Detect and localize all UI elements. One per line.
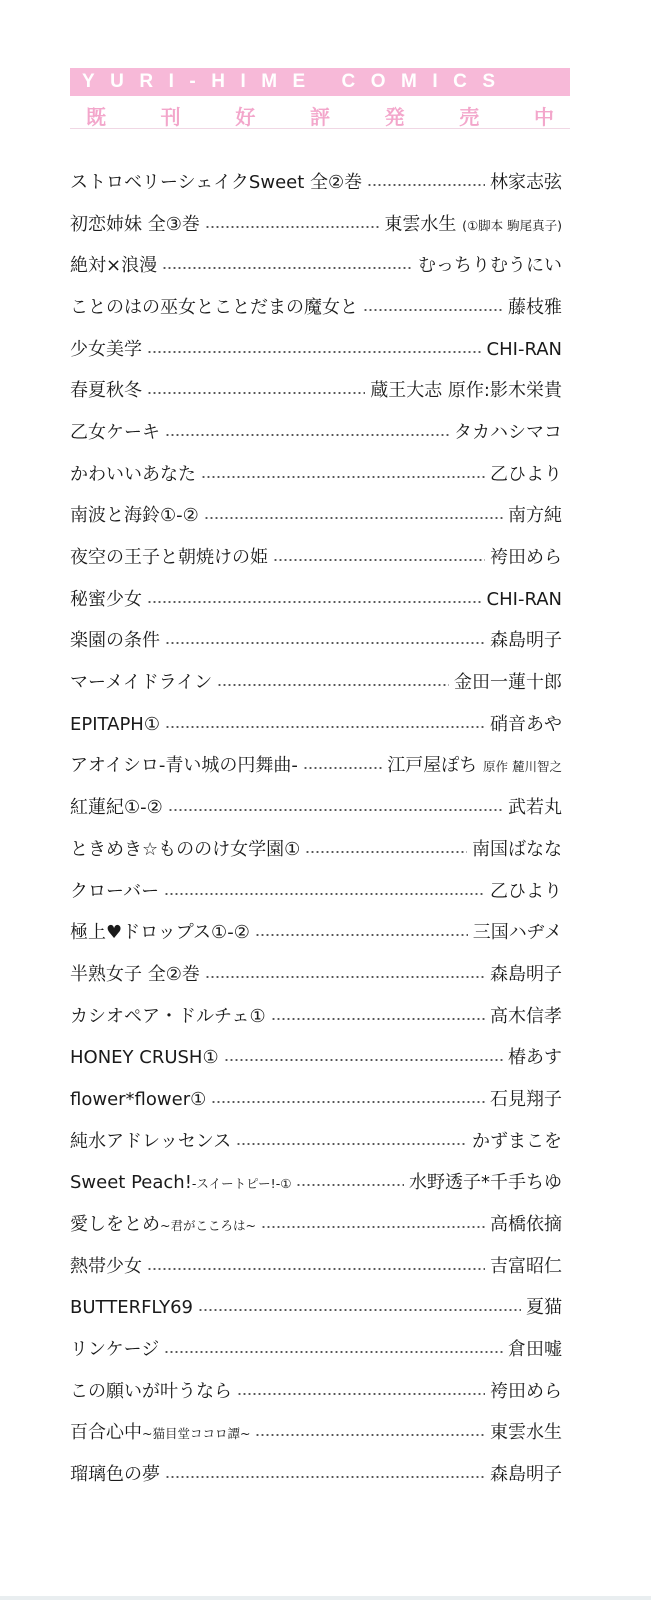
book-row bbox=[70, 1454, 562, 1496]
book-title bbox=[70, 1341, 159, 1359]
book-author bbox=[490, 1088, 562, 1110]
book-author bbox=[490, 632, 562, 650]
book-title bbox=[70, 1174, 291, 1192]
book-author-text: 森島明子 bbox=[490, 1464, 562, 1486]
book-author-text: 高木信孝 bbox=[490, 1005, 562, 1027]
book-list bbox=[70, 162, 562, 1496]
book-author bbox=[370, 382, 562, 400]
book-title-text: 春夏秋冬 bbox=[70, 380, 142, 402]
book-row bbox=[70, 1246, 562, 1288]
book-row bbox=[70, 704, 562, 746]
book-author-text: タカハシマコ bbox=[454, 421, 562, 443]
book-row bbox=[70, 287, 562, 329]
book-author-text: 吉富昭仁 bbox=[490, 1255, 562, 1277]
dot-leader bbox=[211, 1101, 485, 1103]
book-row bbox=[70, 871, 562, 913]
book-author bbox=[490, 463, 562, 485]
book-title-text: BUTTERFLY69 bbox=[70, 1297, 193, 1319]
book-title bbox=[70, 1380, 232, 1402]
book-row bbox=[70, 370, 562, 412]
book-title bbox=[70, 880, 160, 902]
book-author bbox=[490, 1216, 562, 1234]
book-author-text: 南国ばなな bbox=[472, 838, 562, 860]
book-row bbox=[70, 912, 562, 954]
page-edge bbox=[0, 1596, 651, 1600]
book-author bbox=[384, 213, 562, 235]
book-author-text: CHI-RAN bbox=[486, 588, 562, 610]
book-author-text: 蔵王大志 原作:影木栄貴 bbox=[370, 380, 562, 402]
book-title-text: クローバー bbox=[70, 880, 160, 902]
book-author bbox=[526, 1299, 562, 1317]
book-row bbox=[70, 1413, 562, 1455]
book-author bbox=[473, 924, 562, 942]
dot-leader bbox=[271, 1018, 485, 1020]
book-author-text: 倉田嘘 bbox=[508, 1339, 562, 1361]
book-row bbox=[70, 1163, 562, 1205]
book-title-text: 南波と海鈴①-② bbox=[70, 505, 199, 527]
book-title-text: 初恋姉妹 全③巻 bbox=[70, 213, 200, 235]
book-row bbox=[70, 1079, 562, 1121]
dot-leader bbox=[217, 684, 449, 686]
book-row bbox=[70, 1204, 562, 1246]
book-title-text: ときめき☆もののけ女学園① bbox=[70, 838, 301, 860]
book-author-text: 袴田めら bbox=[490, 1380, 562, 1402]
dot-leader bbox=[255, 934, 468, 936]
book-title-text: この願いが叶うなら bbox=[70, 1380, 232, 1402]
dot-leader bbox=[147, 351, 482, 353]
subtitle-char: 好 bbox=[235, 105, 256, 129]
book-row bbox=[70, 204, 562, 246]
book-author bbox=[508, 507, 562, 525]
book-title bbox=[70, 924, 250, 942]
book-row bbox=[70, 1371, 562, 1413]
book-row bbox=[70, 579, 562, 621]
subtitle-char: 既 bbox=[86, 105, 106, 129]
subtitle-char: 評 bbox=[309, 105, 330, 129]
book-title bbox=[70, 549, 268, 567]
dot-leader bbox=[147, 392, 365, 394]
book-title-text: 楽園の条件 bbox=[70, 630, 160, 652]
book-title bbox=[70, 421, 160, 443]
book-author-text: 江戸屋ぽち bbox=[387, 755, 478, 777]
book-title bbox=[70, 1424, 250, 1442]
book-author bbox=[486, 338, 562, 360]
book-author bbox=[490, 171, 562, 193]
book-title bbox=[70, 799, 163, 817]
book-author-text: 椿あす bbox=[508, 1047, 562, 1069]
book-row bbox=[70, 954, 562, 996]
book-author-text: CHI-RAN bbox=[486, 338, 562, 360]
book-title-text: 熱帯少女 bbox=[70, 1255, 142, 1277]
book-author-text: 硝音あや bbox=[490, 713, 562, 735]
dot-leader bbox=[165, 434, 449, 436]
dot-leader bbox=[237, 1393, 485, 1395]
book-title bbox=[70, 963, 200, 985]
book-title-text: 瑠璃色の夢 bbox=[70, 1464, 160, 1486]
book-title-text: ストロベリーシェイクSweet 全②巻 bbox=[70, 171, 363, 193]
book-title-text: アオイシロ-青い城の円舞曲- bbox=[70, 755, 298, 777]
dot-leader bbox=[303, 767, 382, 769]
dot-leader bbox=[168, 809, 503, 811]
book-author-text: 東雲水生 bbox=[490, 1422, 562, 1444]
book-author bbox=[472, 838, 562, 860]
book-title bbox=[70, 588, 142, 610]
book-title-text: 純水アドレッセンス bbox=[70, 1130, 232, 1152]
book-title-text: 百合心中 bbox=[70, 1422, 142, 1444]
book-title-text: 乙女ケーキ bbox=[70, 421, 160, 443]
book-row bbox=[70, 496, 562, 538]
book-author bbox=[387, 757, 562, 775]
book-title-text: EPITAPH① bbox=[70, 713, 160, 735]
book-author bbox=[508, 799, 562, 817]
book-title bbox=[70, 757, 298, 775]
book-author-text: 森島明子 bbox=[490, 630, 562, 652]
dot-leader bbox=[147, 1268, 485, 1270]
book-author-text: 高橋依摘 bbox=[490, 1214, 562, 1236]
book-title-text: 紅蓮紀①-② bbox=[70, 797, 163, 819]
dot-leader bbox=[205, 226, 379, 228]
book-author-text: 袴田めら bbox=[490, 547, 562, 569]
book-title-text: 半熟女子 全②巻 bbox=[70, 963, 200, 985]
book-author-text: 夏猫 bbox=[526, 1297, 562, 1319]
subtitle-char: 発 bbox=[384, 105, 405, 129]
subtitle-char: 刊 bbox=[160, 105, 181, 129]
on-sale-subtitle bbox=[70, 101, 570, 129]
series-banner-text: YURI-HIME COMICS bbox=[82, 71, 511, 92]
dot-leader bbox=[164, 1351, 503, 1353]
dot-leader bbox=[204, 517, 503, 519]
book-title-subtitle: ~君がこころは~ bbox=[160, 1218, 256, 1234]
book-title bbox=[70, 838, 301, 860]
dot-leader bbox=[363, 309, 503, 311]
book-author-text: 武若丸 bbox=[508, 797, 562, 819]
book-title-text: 愛しをとめ bbox=[70, 1214, 160, 1236]
book-title bbox=[70, 713, 160, 735]
book-title-text: 極上♥ドロップス①-② bbox=[70, 922, 250, 944]
book-title-text: 夜空の王子と朝焼けの姫 bbox=[70, 547, 268, 569]
subtitle-char: 中 bbox=[533, 105, 554, 129]
book-title bbox=[70, 257, 157, 275]
book-title-text: リンケージ bbox=[70, 1339, 160, 1361]
book-row bbox=[70, 412, 562, 454]
book-row bbox=[70, 746, 562, 788]
dot-leader bbox=[255, 1434, 485, 1436]
book-author bbox=[490, 1380, 562, 1402]
book-row bbox=[70, 537, 562, 579]
book-title bbox=[70, 171, 363, 193]
dot-leader bbox=[261, 1226, 485, 1228]
book-title-text: カシオペア・ドルチェ① bbox=[70, 1005, 266, 1027]
book-title-text: 少女美学 bbox=[70, 338, 142, 360]
book-author-text: 南方純 bbox=[508, 505, 562, 527]
book-title bbox=[70, 1299, 193, 1317]
book-title-text: HONEY CRUSH① bbox=[70, 1047, 219, 1069]
dot-leader bbox=[305, 851, 467, 853]
book-row bbox=[70, 1037, 562, 1079]
book-title-subtitle: ~猫目堂ココロ譚~ bbox=[142, 1426, 251, 1442]
book-title bbox=[70, 1005, 266, 1027]
series-banner bbox=[70, 68, 570, 96]
book-author bbox=[508, 1341, 562, 1359]
book-row bbox=[70, 1329, 562, 1371]
book-row bbox=[70, 829, 562, 871]
book-title bbox=[70, 1049, 219, 1067]
book-author bbox=[508, 1049, 562, 1067]
book-author-text: 三国ハヂメ bbox=[472, 922, 562, 944]
dot-leader bbox=[147, 601, 482, 603]
book-title-text: かわいいあなた bbox=[70, 463, 196, 485]
dot-leader bbox=[165, 1476, 485, 1478]
book-author bbox=[490, 1255, 562, 1277]
book-row bbox=[70, 662, 562, 704]
book-author-text: 乙ひより bbox=[490, 463, 562, 485]
book-title-text: ことのはの巫女とことだまの魔女と bbox=[70, 296, 358, 318]
book-author-text: 藤枝雅 bbox=[508, 296, 562, 318]
book-row bbox=[70, 329, 562, 371]
book-title bbox=[70, 1130, 232, 1152]
dot-leader bbox=[205, 976, 485, 978]
dot-leader bbox=[165, 726, 485, 728]
book-title bbox=[70, 338, 142, 360]
dot-leader bbox=[273, 559, 485, 561]
book-row bbox=[70, 996, 562, 1038]
book-title bbox=[70, 1216, 256, 1234]
book-title bbox=[70, 296, 358, 318]
book-author bbox=[486, 588, 562, 610]
book-author-note: (①脚本 駒尾真子) bbox=[462, 217, 562, 233]
book-title-text: flower*flower① bbox=[70, 1088, 207, 1110]
book-author bbox=[490, 1005, 562, 1027]
subtitle-char: 売 bbox=[459, 105, 480, 129]
book-title-text: マーメイドライン bbox=[70, 672, 213, 694]
book-row bbox=[70, 1121, 562, 1163]
book-author-text: 金田一蓮十郎 bbox=[454, 672, 562, 694]
dot-leader bbox=[198, 1309, 521, 1311]
book-author bbox=[490, 880, 562, 902]
book-title-text: Sweet Peach! bbox=[70, 1172, 192, 1194]
book-author bbox=[508, 296, 562, 318]
book-title-text: 絶対×浪漫 bbox=[70, 255, 158, 277]
dot-leader bbox=[165, 642, 485, 644]
book-author bbox=[490, 963, 562, 985]
book-author-text: 石見翔子 bbox=[490, 1088, 562, 1110]
dot-leader bbox=[162, 267, 413, 269]
book-row bbox=[70, 245, 562, 287]
book-author bbox=[490, 1466, 562, 1484]
book-author-note: 原作 麓川智之 bbox=[483, 759, 562, 775]
book-author-text: 乙ひより bbox=[490, 880, 562, 902]
book-title bbox=[70, 463, 196, 485]
book-title-text: 秘蜜少女 bbox=[70, 588, 142, 610]
dot-leader bbox=[164, 893, 485, 895]
dot-leader bbox=[224, 1059, 503, 1061]
book-author-text: 森島明子 bbox=[490, 963, 562, 985]
book-author bbox=[490, 1424, 562, 1442]
book-author bbox=[490, 549, 562, 567]
dot-leader bbox=[367, 184, 485, 186]
book-row bbox=[70, 162, 562, 204]
book-author-text: 林家志弦 bbox=[490, 171, 562, 193]
book-author bbox=[472, 1130, 562, 1152]
book-author-text: むっちりむうにい bbox=[418, 255, 562, 277]
book-title bbox=[70, 1088, 207, 1110]
book-author bbox=[490, 713, 562, 735]
book-title bbox=[70, 1466, 160, 1484]
book-title bbox=[70, 632, 160, 650]
book-title bbox=[70, 507, 199, 525]
book-author bbox=[454, 674, 562, 692]
book-author-text: かずまこを bbox=[472, 1130, 562, 1152]
book-title bbox=[70, 674, 212, 692]
book-title bbox=[70, 1255, 142, 1277]
dot-leader bbox=[296, 1184, 404, 1186]
book-author bbox=[418, 257, 562, 275]
book-row bbox=[70, 1288, 562, 1330]
book-row bbox=[70, 787, 562, 829]
book-author-text: 東雲水生 bbox=[384, 213, 457, 235]
book-row bbox=[70, 621, 562, 663]
dot-leader bbox=[236, 1143, 467, 1145]
book-title bbox=[70, 382, 142, 400]
book-title-subtitle: -スイートピー!-① bbox=[191, 1176, 292, 1192]
book-row bbox=[70, 454, 562, 496]
book-title bbox=[70, 213, 200, 235]
book-author bbox=[409, 1174, 562, 1192]
book-author-text: 水野透子*千手ちゆ bbox=[409, 1172, 562, 1194]
dot-leader bbox=[201, 476, 485, 478]
book-author bbox=[454, 421, 562, 443]
